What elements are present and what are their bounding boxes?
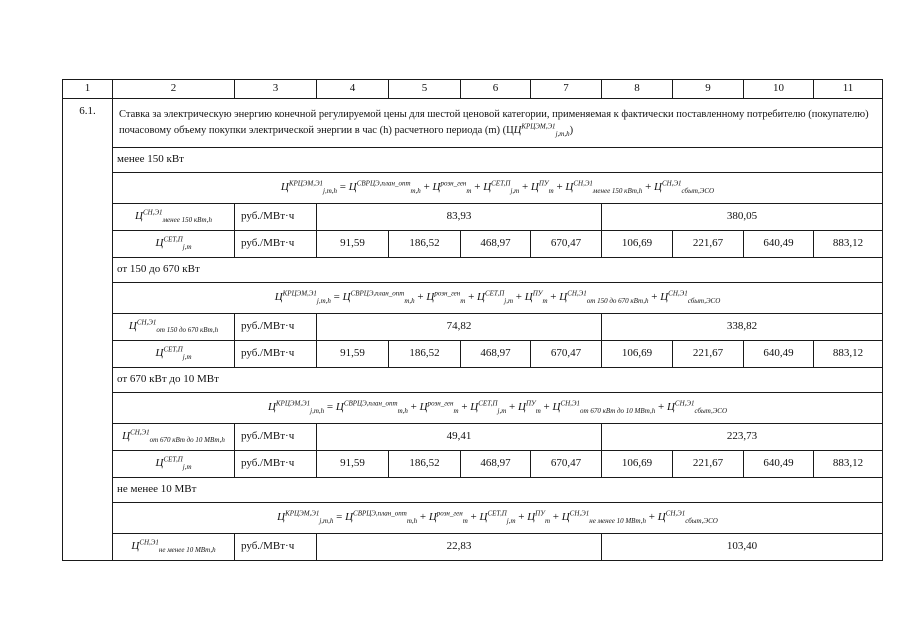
sn-row [63,204,883,231]
set-value: 640,49 [744,341,814,368]
set-value: 468,97 [461,231,531,258]
sn-row [63,534,883,561]
formula-term: $Ц^{ПУ}_m$ [527,509,550,526]
formula-term: $Ц^{ПУ}_m$ [530,179,554,196]
set-value: 468,97 [461,451,531,478]
band-row [63,478,883,503]
set-row [63,231,883,258]
set-value: 640,49 [744,231,814,258]
formula-term: $Ц^{розн\_ген}_m$ [419,399,459,416]
unit-cell: руб./МВт·ч [235,314,317,341]
set-value: 883,12 [814,451,883,478]
description-cell: Ставка за электрическую энергию конечной регулируемой цены для шестой ценовой категории, применяемая к фактически поставленному потребителю (покупателю) почасовому объему покупки электрической энергии в час (h) расчетного периода (m) $(ЦЦ^{КРЦЭМ,Э1}_{j,m,h})$ [113,99,883,148]
set-value: 186,52 [389,231,461,258]
set-label-cell [113,451,235,478]
set-value: 221,67 [673,451,744,478]
band-label: от 150 до 670 кВт [113,258,883,283]
formula-term: $Ц^{розн\_ген}_m$ [428,509,468,526]
sn-value-high: 103,40 [602,534,883,561]
description-row [63,99,883,148]
formula-term: $Ц^{СВРЦЭ,план\_опт}_{m,h}$ [342,289,415,306]
band-label: менее 150 кВт [113,148,883,173]
formula-row [63,393,883,424]
formula-term: $Ц^{СЕТ,П}_{j,m}$ [470,399,507,416]
formula-term: $Ц^{СЕТ,П}_{j,m}$ [477,289,514,306]
formula-term: $Ц^{СН,Э1}_{сбыт,ЭСО}$ [666,399,728,416]
sn-label-cell [113,424,235,451]
set-value: 106,69 [602,231,673,258]
formula-term: $Ц^{СЕТ,П}_{j,m}$ [479,509,516,526]
col-header: 7 [531,80,602,99]
tariff-table [62,79,883,561]
formula-cell: $Ц^{КРЦЭМ,Э1}_{j,m,h} = Ц^{СВРЦЭ,план\_опт}_{m,h} + Ц^{розн\_ген}_m + Ц^{СЕТ,П}_{j,m} + Ц^{ПУ}_m + Ц^{СН,Э1}_{от 150 до 670 кВт,h} + Ц^{СН,Э1}_{сбыт,ЭСО}$ [113,283,883,314]
band-label: не менее 10 МВт [113,478,883,503]
set-value: 221,67 [673,231,744,258]
set-symbol: $Ц^{СЕТ,П}_{j,m}$ [155,345,192,362]
set-value: 670,47 [531,231,602,258]
sn-label-cell [113,204,235,231]
set-label-cell [113,231,235,258]
formula-term: $Ц^{СН,Э1}_{от 670 кВт до 10 МВт,h}$ [552,399,656,416]
col-header: 11 [814,80,883,99]
unit-cell: руб./МВт·ч [235,424,317,451]
formula-term: $Ц^{СН,Э1}_{менее 150 кВт,h}$ [565,179,643,196]
sn-value-high: 338,82 [602,314,883,341]
sn-row [63,314,883,341]
sn-row [63,424,883,451]
band-row [63,148,883,173]
sn-value-low: 22,83 [317,534,602,561]
col-header: 4 [317,80,389,99]
formula-row [63,503,883,534]
set-value: 186,52 [389,451,461,478]
sn-value-low: 49,41 [317,424,602,451]
set-value: 640,49 [744,451,814,478]
formula-term: $Ц^{СН,Э1}_{не менее 10 МВт,h}$ [561,509,646,526]
formula-term: $Ц^{розн\_ген}_m$ [426,289,466,306]
set-value: 91,59 [317,341,389,368]
formula-row [63,283,883,314]
description-text: Ставка за электрическую энергию конечной регулируемой цены для шестой ценовой категории, применяемая к фактически поставленному потребителю (покупателю) почасовому объему покупки электрической энергии в час (h) расчетного периода (m) (Ц [119,108,869,136]
formula-lhs: $Ц^{КРЦЭМ,Э1}_{j,m,h}$ [277,509,334,526]
formula-term: $Ц^{СН,Э1}_{сбыт,ЭСО}$ [660,289,721,306]
unit-cell: руб./МВт·ч [235,341,317,368]
sn-value-high: 223,73 [602,424,883,451]
col-header: 1 [63,80,113,99]
formula-term: $Ц^{СВРЦЭ,план\_опт}_{m,h}$ [345,509,418,526]
set-value: 883,12 [814,231,883,258]
set-value: 670,47 [531,341,602,368]
sn-symbol: $Ц^{СН,Э1}_{не менее 10 МВт,h}$ [131,538,216,555]
column-number-row [63,80,883,99]
formula-lhs: $Ц^{КРЦЭМ,Э1}_{j,m,h}$ [280,179,338,196]
formula-term: $Ц^{розн\_ген}_m$ [432,179,472,196]
col-header: 10 [744,80,814,99]
sn-value-low: 74,82 [317,314,602,341]
unit-cell: руб./МВт·ч [235,231,317,258]
sn-value-high: 380,05 [602,204,883,231]
sn-symbol: $Ц^{СН,Э1}_{от 150 до 670 кВт,h}$ [128,318,219,335]
col-header: 9 [673,80,744,99]
formula-lhs: $Ц^{КРЦЭМ,Э1}_{j,m,h}$ [267,399,325,416]
set-symbol: $Ц^{СЕТ,П}_{j,m}$ [155,235,192,252]
sn-value-low: 83,93 [317,204,602,231]
formula-cell: $Ц^{КРЦЭМ,Э1}_{j,m,h} = Ц^{СВРЦЭ,план\_опт}_{m,h} + Ц^{розн\_ген}_m + Ц^{СЕТ,П}_{j,m} + Ц^{ПУ}_m + Ц^{СН,Э1}_{менее 150 кВт,h} + Ц^{СН,Э1}_{сбыт,ЭСО}$ [113,173,883,204]
set-value: 106,69 [602,451,673,478]
formula-row [63,173,883,204]
formula-term: $Ц^{СЕТ,П}_{j,m}$ [483,179,520,196]
set-value: 221,67 [673,341,744,368]
set-value: 91,59 [317,231,389,258]
formula-cell: $Ц^{КРЦЭМ,Э1}_{j,m,h} = Ц^{СВРЦЭ,план\_опт}_{m,h} + Ц^{розн\_ген}_m + Ц^{СЕТ,П}_{j,m} + Ц^{ПУ}_m + Ц^{СН,Э1}_{от 670 кВт до 10 МВт,h} + Ц^{СН,Э1}_{сбыт,ЭСО}$ [113,393,883,424]
formula-term: $Ц^{СВРЦЭ,план\_опт}_{m,h}$ [348,179,421,196]
col-header: 3 [235,80,317,99]
row-number: 6.1. [63,99,113,561]
sn-symbol: $Ц^{СН,Э1}_{менее 150 кВт,h}$ [135,208,212,225]
sn-symbol: $Ц^{СН,Э1}_{от 670 кВт до 10 МВт,h}$ [122,428,225,445]
set-value: 186,52 [389,341,461,368]
formula-lhs: $Ц^{КРЦЭМ,Э1}_{j,m,h}$ [274,289,331,306]
set-label-cell [113,341,235,368]
description-symbol: $Ц^{КРЦЭМ,Э1}_{j,m,h}$ [513,122,570,139]
unit-cell: руб./МВт·ч [235,451,317,478]
band-row [63,258,883,283]
sn-label-cell [113,314,235,341]
unit-cell: руб./МВт·ч [235,204,317,231]
sn-label-cell [113,534,235,561]
set-value: 883,12 [814,341,883,368]
formula-term: $Ц^{СН,Э1}_{сбыт,ЭСО}$ [657,509,718,526]
formula-term: $Ц^{СВРЦЭ,план\_опт}_{m,h}$ [335,399,408,416]
col-header: 8 [602,80,673,99]
col-header: 6 [461,80,531,99]
band-row [63,368,883,393]
tariff-document [62,79,883,561]
formula-term: $Ц^{ПУ}_m$ [518,399,541,416]
formula-cell: $Ц^{КРЦЭМ,Э1}_{j,m,h} = Ц^{СВРЦЭ,план\_опт}_{m,h} + Ц^{розн\_ген}_m + Ц^{СЕТ,П}_{j,m} + Ц^{ПУ}_m + Ц^{СН,Э1}_{не менее 10 МВт,h} + Ц^{СН,Э1}_{сбыт,ЭСО}$ [113,503,883,534]
formula-term: $Ц^{ПУ}_m$ [524,289,548,306]
col-header: 5 [389,80,461,99]
unit-cell: руб./МВт·ч [235,534,317,561]
set-symbol: $Ц^{СЕТ,П}_{j,m}$ [155,455,192,472]
set-row [63,341,883,368]
set-value: 468,97 [461,341,531,368]
col-header: 2 [113,80,235,99]
band-label: от 670 кВт до 10 МВт [113,368,883,393]
set-row [63,451,883,478]
set-value: 106,69 [602,341,673,368]
formula-term: $Ц^{СН,Э1}_{сбыт,ЭСО}$ [654,179,715,196]
set-value: 670,47 [531,451,602,478]
formula-term: $Ц^{СН,Э1}_{от 150 до 670 кВт,h}$ [559,289,649,306]
set-value: 91,59 [317,451,389,478]
